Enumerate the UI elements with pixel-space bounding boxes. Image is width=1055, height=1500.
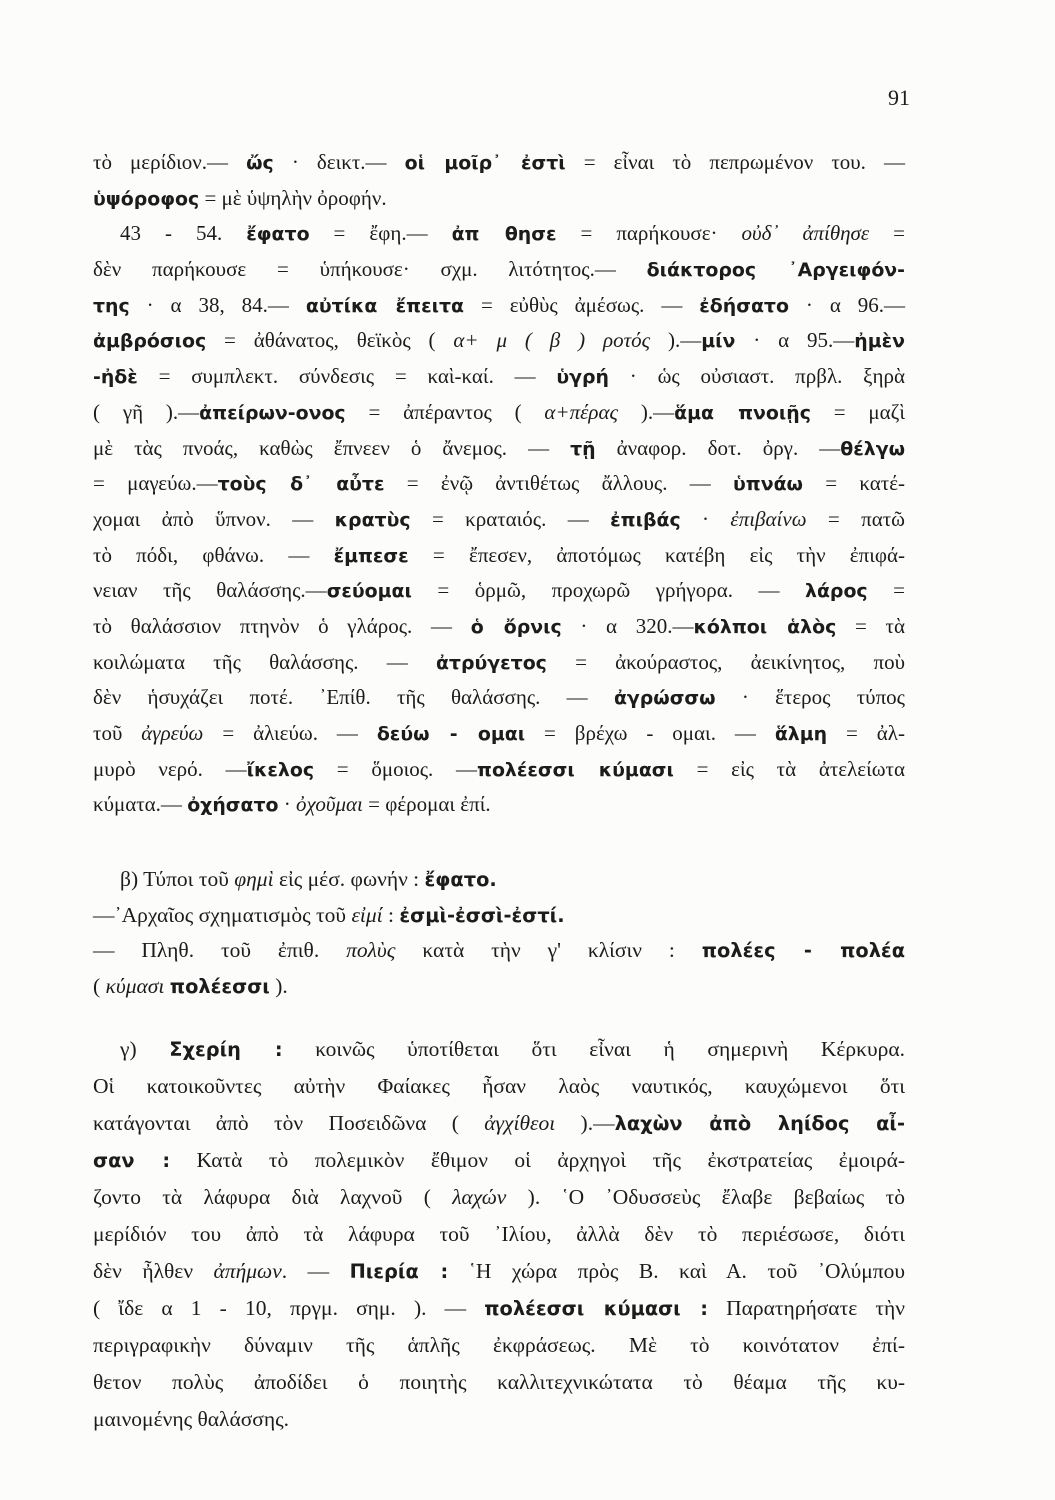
text-run: ).— xyxy=(555,1111,615,1135)
headword: πολέες - πολέα xyxy=(701,939,905,962)
text-run: —᾽Αρχαῖος σχηματισμὸς τοῦ xyxy=(93,902,352,927)
text-run: ( ἴδε α 1 - 10, πργμ. σημ. ). — xyxy=(93,1296,485,1320)
text-run: = ἀλιεύω. — xyxy=(203,721,377,745)
text-run: : xyxy=(382,902,400,927)
text-run: = μὲ ὑψηλὴν ὀροφήν. xyxy=(199,185,387,210)
text-run: = κατέ- xyxy=(802,471,906,496)
text-run: τὸ θαλάσσιον πτηνὸν ὁ γλάρος. — xyxy=(93,613,471,638)
glossary-line xyxy=(93,181,905,217)
gamma-line xyxy=(93,1253,905,1290)
headword: ἔφατο xyxy=(246,223,310,246)
text-run: Οἱ κατοικοῦντες αὐτὴν Φαίακες ἦσαν λαὸς ναυτικός, καυχώμενοι ὅτι xyxy=(93,1074,905,1098)
text-run: = ἐνῷ ἀντιθέτως ἄλλους. — xyxy=(384,471,733,496)
text-run: μερίδιόν του ἀπὸ τὰ λάφυρα τοῦ ᾽Ιλίου, ἀλλὰ δὲν τὸ περιέσωσε, διότι xyxy=(93,1222,905,1246)
text-run: ). xyxy=(269,973,288,998)
headword: λαχὼν ἀπὸ ληίδος αἶ- xyxy=(614,1112,905,1135)
headword: ἀπείρων-ονος xyxy=(199,401,346,424)
glossary-line xyxy=(93,680,905,716)
headword: οἱ μοῖρ᾽ ἐστὶ xyxy=(404,152,566,174)
gamma-line xyxy=(93,1068,905,1105)
text-run: β) Τύποι τοῦ xyxy=(120,867,235,891)
glossary-line xyxy=(93,645,905,681)
headword: τῇ xyxy=(570,437,596,460)
text-run: τὸ μερίδιον.— xyxy=(93,150,247,174)
text-run: · ἕτερος τύπος xyxy=(715,685,905,710)
beta-line xyxy=(93,862,905,898)
headword: της xyxy=(93,294,130,317)
glossary-section xyxy=(93,145,905,823)
text-run: ( γῆ ).— xyxy=(93,399,200,424)
text-run: = ἀθάνατος, θεϊκὸς ( xyxy=(206,328,454,353)
headword: πολέεσσι xyxy=(169,974,270,998)
page-number: 91 xyxy=(888,85,910,110)
headword: κόλποι ἁλὸς xyxy=(693,615,837,638)
headword: σεύομαι xyxy=(326,580,412,603)
text-run: Κατὰ τὸ πολεμικὸν ἔθιμον οἱ ἀρχηγοὶ τῆς ἐκστρατείας ἐμοιρά- xyxy=(170,1148,905,1172)
text-run: = παρήκουσε· xyxy=(556,221,742,246)
beta-line xyxy=(93,969,905,1005)
text-run: · δεικτ.— xyxy=(273,150,405,174)
text-run: ). ῾Ο ᾽Οδυσσεὺς ἔλαβε βεβαίως τὸ xyxy=(506,1185,906,1209)
text-run: · ὡς οὐσιαστ. πρβλ. ξηρὰ xyxy=(609,364,905,389)
text-run: = πατῶ xyxy=(806,506,905,531)
headword: ὀχήσατο xyxy=(187,794,279,817)
headword: θέλγω xyxy=(840,437,905,460)
text-run: = ἀπέραντος ( xyxy=(345,399,545,424)
text-run: τοῦ xyxy=(93,721,142,745)
text-run: ζοντο τὰ λάφυρα διὰ λαχνοῦ ( xyxy=(93,1185,453,1209)
text-run: = xyxy=(869,221,906,246)
headword: ὤς xyxy=(246,152,274,174)
glossary-line xyxy=(93,466,905,502)
text-run: = μαγεύω.— xyxy=(93,471,218,496)
text-run: κοινῶς ὑποτίθεται ὅτι εἶναι ἡ σημερινὴ Κέρκυρα. xyxy=(282,1037,905,1061)
text-run: μυρὸ νερό. — xyxy=(93,756,247,781)
headword: ἐσμὶ-ἐσσὶ-ἐστί. xyxy=(399,903,565,927)
section-gamma xyxy=(93,1031,905,1438)
text-run: = ὅμοιος. — xyxy=(314,756,478,781)
headword: ἔφατο. xyxy=(424,868,497,891)
text-run: κύματα.— xyxy=(93,792,188,817)
headword: ὁ ὄρνις xyxy=(470,615,562,638)
italic-term: ἀγχίθεοι xyxy=(484,1111,556,1135)
glossary-line xyxy=(93,359,905,395)
glossary-line xyxy=(93,431,905,467)
text-run: χομαι ἀπὸ ὕπνον. — xyxy=(93,506,335,531)
glossary-line xyxy=(93,395,905,431)
italic-term: εἰμί xyxy=(351,902,383,927)
text-run: · α 38, 84.— xyxy=(129,292,306,317)
text-run: = ἔπεσεν, ἀποτόμως κατέβη εἰς τὴν ἐπιφά- xyxy=(408,542,905,567)
text-run: μαινομένης θαλάσσης. xyxy=(93,1407,290,1431)
text-run: = ὁρμῶ, προχωρῶ γρήγορα. — xyxy=(411,578,805,603)
text-run: · α 96.— xyxy=(788,292,906,317)
text-run: ).— xyxy=(618,399,675,424)
headword: ὑπνάω xyxy=(733,473,803,496)
italic-term: λαχών xyxy=(452,1185,507,1209)
headword: ὑψόροφος xyxy=(93,187,200,210)
text-run: = εἶναι τὸ πεπρωμένον του. — xyxy=(565,150,905,174)
italic-term: πολὺς xyxy=(346,938,396,962)
headword: ἐδήσατο xyxy=(699,294,789,317)
text-run: = τὰ xyxy=(836,613,905,638)
headword: τοὺς δ᾽ αὖτε xyxy=(217,473,385,496)
headword: κρατὺς xyxy=(334,508,411,531)
text-run: ἀναφορ. δοτ. ὀργ. — xyxy=(595,435,841,460)
text-run: κοιλώματα τῆς θαλάσσης. — xyxy=(93,649,436,674)
text-run: · α 95.— xyxy=(735,328,855,353)
glossary-line xyxy=(93,216,905,252)
text-run: 43 - 54. xyxy=(120,221,247,246)
text-run: = κραταιός. — xyxy=(410,506,611,531)
glossary-line xyxy=(93,752,905,788)
headword: αὐτίκα ἔπειτα xyxy=(305,294,465,317)
headword: ἔμπεσε xyxy=(333,544,409,567)
text-run: = μαζὶ xyxy=(810,399,906,424)
gamma-line xyxy=(93,1179,905,1216)
glossary-line xyxy=(93,716,905,752)
gamma-line xyxy=(93,1105,905,1142)
text-run: δὲν ἡσυχάζει ποτέ. ᾽Επίθ. τῆς θαλάσσης. — xyxy=(93,685,614,710)
text-run: = φέρομαι ἐπί. xyxy=(362,792,491,817)
text-run: = ἔφη.— xyxy=(309,221,452,246)
glossary-line xyxy=(93,573,905,609)
text-run: = βρέχω - ομαι. — xyxy=(525,721,775,745)
italic-term: ἀγρεύω xyxy=(141,721,204,745)
text-run: μὲ τὰς πνοάς, καθὼς ἔπνεεν ὁ ἄνεμος. — xyxy=(93,435,571,460)
glossary-line xyxy=(93,288,905,324)
text-run: — Πληθ. τοῦ ἐπιθ. xyxy=(93,938,347,962)
gamma-line xyxy=(93,1142,905,1179)
headword: ἀγρώσσω xyxy=(613,687,716,710)
text-run: γ) xyxy=(120,1037,170,1061)
italic-term: κύμασι xyxy=(105,973,170,998)
gamma-line xyxy=(93,1216,905,1253)
text-run: κατὰ τὴν γ' κλίσιν : xyxy=(395,938,702,962)
text-run: ( xyxy=(93,973,106,998)
headword: -ἠδὲ xyxy=(93,366,138,389)
text-run: = xyxy=(867,578,906,603)
text-run: δὲν ἦλθεν xyxy=(93,1259,214,1283)
headword: Πιερία : xyxy=(349,1260,449,1283)
text-run: = εἰς τὰ ἀτελείωτα xyxy=(673,756,905,781)
text-run: = ἀκούραστος, ἀεικίνητος, ποὺ xyxy=(546,649,906,674)
italic-term: φημὶ xyxy=(234,867,274,891)
gamma-line xyxy=(93,1031,905,1068)
headword: πολέεσσι κύμασι : xyxy=(484,1297,708,1320)
text-run: · xyxy=(278,792,297,817)
headword: ἀμβρόσιος xyxy=(93,330,207,353)
headword: ὑγρή xyxy=(556,366,610,389)
glossary-line xyxy=(93,787,905,823)
headword: μίν xyxy=(701,330,736,353)
glossary-line xyxy=(93,323,905,359)
glossary-line xyxy=(93,609,905,645)
text-run: . — xyxy=(281,1259,350,1283)
glossary-line xyxy=(93,252,905,288)
headword: λάρος xyxy=(805,580,868,603)
glossary-line xyxy=(93,145,905,181)
text-run: ῾Η χώρα πρὸς Β. καὶ Α. τοῦ ᾽Ολύμπου xyxy=(448,1259,906,1283)
text-run: εἰς μέσ. φωνήν : xyxy=(273,867,425,891)
headword: σαν : xyxy=(93,1149,171,1172)
text-run: δὲν παρήκουσε = ὑπήκουσε· σχμ. λιτότητος.— xyxy=(93,257,647,282)
glossary-line xyxy=(93,502,905,538)
italic-term: ἀπήμων xyxy=(213,1259,282,1283)
text-run: · xyxy=(680,506,731,531)
text-run: νειαν τῆς θαλάσσης.— xyxy=(93,578,327,603)
beta-line xyxy=(93,898,905,934)
headword: ἴκελος xyxy=(246,758,315,781)
italic-term: οὐδ᾽ ἀπίθησε xyxy=(741,221,870,246)
text-run: τὸ πόδι, φθάνω. — xyxy=(93,542,334,567)
italic-term: α+ μ ( β ) ροτός xyxy=(453,328,651,353)
text-run: · α 320.— xyxy=(561,613,694,638)
italic-term: α+πέρας xyxy=(544,399,619,424)
gamma-line xyxy=(93,1364,905,1401)
headword: ἐπιβάς xyxy=(610,508,681,531)
headword: ἅμα πνοιῇς xyxy=(674,401,811,424)
gamma-line xyxy=(93,1290,905,1327)
text-run: = συμπλεκτ. σύνδεσις = καὶ-καί. — xyxy=(137,364,557,389)
headword: διάκτορος ᾽Αργειφόν- xyxy=(646,259,906,282)
text-run: = ἀλ- xyxy=(827,721,905,745)
text-run: θετον πολὺς ἀποδίδει ὁ ποιητὴς καλλιτεχνικώτατα τὸ θέαμα τῆς κυ- xyxy=(93,1370,905,1394)
headword: ἅλμη xyxy=(774,723,828,745)
text-run: κατάγονται ἀπὸ τὸν Ποσειδῶνα ( xyxy=(93,1111,485,1135)
italic-term: ἐπιβαίνω xyxy=(730,506,807,531)
headword: πολέεσσι κύμασι xyxy=(477,758,674,781)
text-run: περιγραφικὴν δύναμιν τῆς ἁπλῆς ἐκφράσεως. Μὲ τὸ κοινότατον ἐπί- xyxy=(93,1333,905,1357)
italic-term: ὀχοῦμαι xyxy=(296,792,363,817)
text-run: = εὐθὺς ἀμέσως. — xyxy=(464,292,700,317)
headword: δεύω - ομαι xyxy=(376,723,526,745)
headword: ἀπ θησε xyxy=(451,223,557,246)
gamma-line xyxy=(93,1327,905,1364)
headword: ἠμὲν xyxy=(854,330,906,353)
text-run: Παρατηρήσατε τὴν xyxy=(707,1296,905,1320)
glossary-line xyxy=(93,538,905,574)
headword: Σχερίη : xyxy=(169,1038,283,1061)
text-run: ).— xyxy=(650,328,702,353)
headword: ἀτρύγετος xyxy=(435,651,547,674)
section-beta xyxy=(93,862,905,1004)
beta-line xyxy=(93,933,905,969)
gamma-line xyxy=(93,1401,905,1438)
